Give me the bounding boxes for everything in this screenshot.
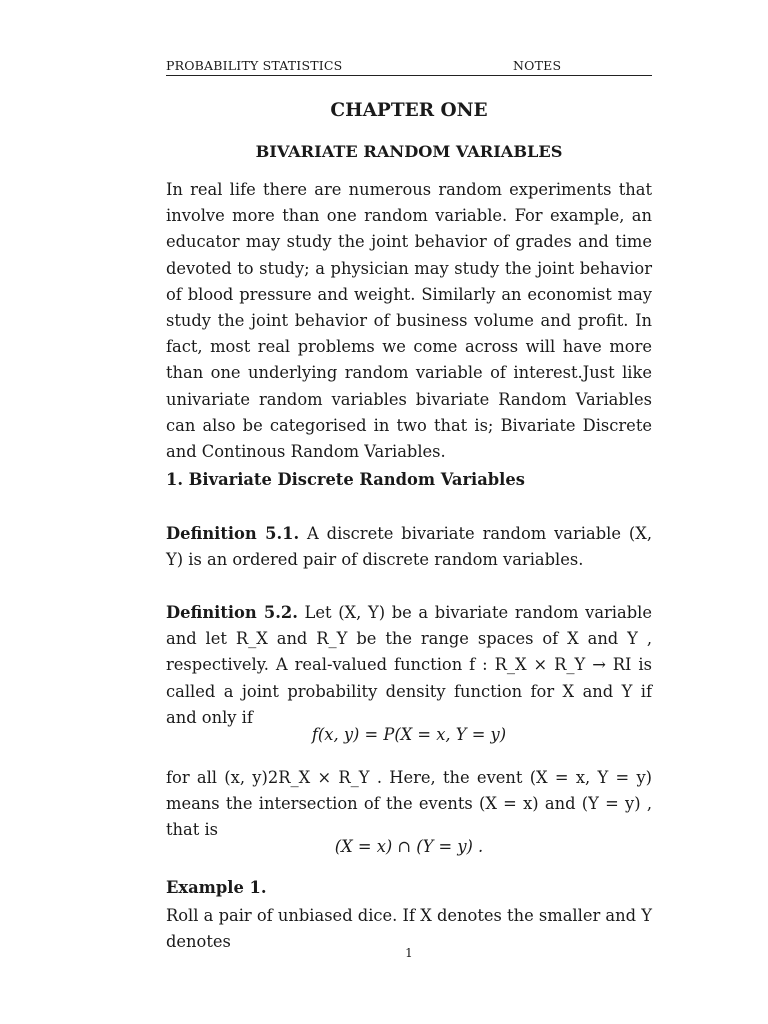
- definition-1-text: A discrete bivariate random variable (X, Y) is an ordered pair of discrete random variables.: [166, 524, 652, 570]
- equation-joint-pdf: f(x, y) = P(X = x, Y = y): [311, 725, 507, 744]
- definition-1-label: Definition 5.1.: [166, 524, 300, 543]
- equation-intersection: (X = x) ∩ (Y = y) .: [334, 837, 484, 856]
- definition-2-text: Let (X, Y) be a bivariate random variable and let R_X and R_Y be the range spaces of X and Y , respectively. A real-valued function f : R_X × R_Y → RI is called a joint probability density function for X and Y if and only if: [166, 603, 652, 727]
- definition-2-label: Definition 5.2.: [166, 603, 298, 622]
- page-number: 1: [405, 946, 413, 960]
- header-left: PROBABILITY STATISTICS: [166, 58, 343, 73]
- chapter-title: CHAPTER ONE: [330, 100, 488, 121]
- intro-paragraph: In real life there are numerous random experiments that involve more than one random variable. For example, an educator may study the joint behavior of grades and time devoted to study; a physician may study the joint behavior of blood pressure and weight. Similarly an economist may study the joint behavior of business volume and profit. In fact, most real problems we come across will have more than one underlying random variable of interest.Just like univariate random variables bivariate Random Variables can also be categorised in two that is; Bivariate Discrete and Continous Random Variables.: [166, 180, 652, 462]
- section-heading: 1. Bivariate Discrete Random Variables: [166, 470, 525, 489]
- paragraph-event-intersection: for all (x, y)2R_X × R_Y . Here, the event (X = x, Y = y) means the intersection of the events (X = x) and (Y = y) , that is: [166, 768, 652, 840]
- header-right: NOTES: [513, 58, 562, 73]
- definition-2: [166, 600, 652, 731]
- chapter-subtitle: BIVARIATE RANDOM VARIABLES: [255, 142, 563, 161]
- example-text: Roll a pair of unbiased dice. If X denotes the smaller and Y denotes: [166, 906, 652, 952]
- definition-1: [166, 521, 652, 573]
- example-heading: Example 1.: [166, 878, 267, 897]
- running-header: [166, 56, 652, 76]
